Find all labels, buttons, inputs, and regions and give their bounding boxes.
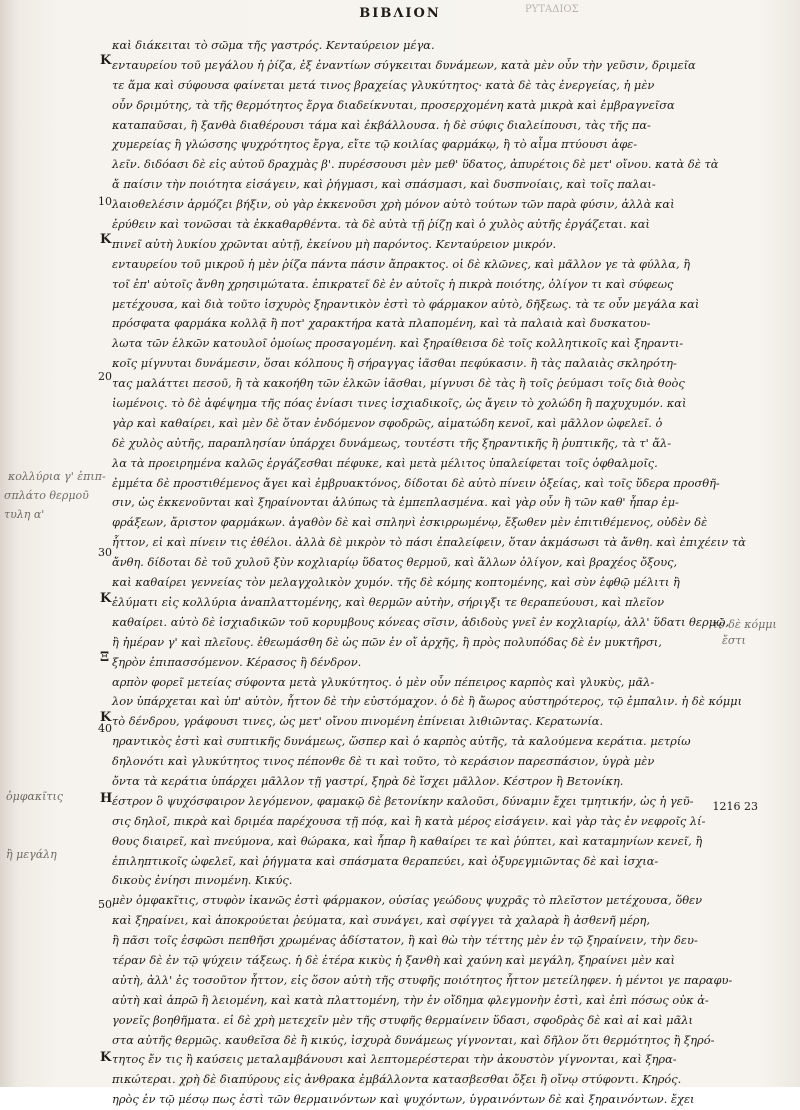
text-line: τας μαλάττει πεσοῦ, ἢ τὰ κακοήθη τῶν ἑλκῶν ἰᾶσθαι, μίγνυσι δὲ τὰς ἢ τοῖς ῥεύμασι τοῖς διὰ θοὸς — [112, 376, 685, 391]
text-line: δὲ χυλὸς αὐτῆς, παραπλησίαν ὑπάρχει δυνάμεως, τουτέστι τῆς ξηραντικῆς ἢ ῥυπτικῆς, τὰ τ' ἄλ- — [112, 435, 672, 450]
text-line: γονεῖς βοηθῆματα. εἰ δὲ χρὴ μετεχεῖν μὲν τῆς στυφῆς θερμαίνειν ὕδασι, σφοδρὰς δὲ καὶ αἱ καὶ μᾶλι — [112, 1012, 693, 1027]
text-line: λον ὑπάρχεται καὶ ὑπ' αὐτὸν, ἧττον δὲ τὴν εὐστόμαχον. ὁ δὲ ἢ ἄωρος αὐστηρότερος, τῷ ἐμπαλιν. ἡ δὲ κόμμι — [112, 694, 743, 709]
text-line: αὐτὴ, ἀλλ' ἐς τοσοῦτον ἧττον, εἰς ὅσον αὐτὴ τῆς στυφῆς ποιότητος ἧττον μετείληφεν. ἡ μέντοι γε παραφυ- — [112, 972, 733, 987]
text-line: ἐρύθειν καὶ τονῶσαι τὰ ἐκκαθαρθέντα. τὰ δὲ αὐτὰ τῇ ῥίζῃ καὶ ὁ χυλὸς αὐτῆς ἐργάζεται. καὶ — [112, 217, 650, 232]
initial-letter: Κ — [100, 53, 112, 68]
text-line: πινεῖ αὐτὴ λυκίου χρῶνται αὐτῇ, ἐκείνου μὴ παρόντος. Κενταύρειον μικρόν. — [112, 236, 557, 251]
bleed-through-header: ΡΥΤΑΔΙΟΣ — [525, 4, 579, 15]
margin-note: ὀμφακῖτις — [6, 790, 63, 803]
text-line: θους διαιρεῖ, καὶ πνεύμονα, καὶ θώρακα, καὶ ἧπαρ ἢ καθαίρει τε καὶ ῥύπτει, καὶ καταμηνίων κενεῖ, ἢ — [112, 833, 703, 848]
text-line: ἧττον, εἰ καὶ πίνειν τις ἐθέλοι. ἀλλὰ δὲ μικρὸν τὸ πάσι ἐπαλείφειν, ὅταν ἀκμάσωσι τὰ ἄνθη. καὶ ἐπιχέειν τὰ — [112, 535, 746, 550]
text-line: ἄνθη. δίδοται δὲ τοῦ χυλοῦ ξὺν κοχλιαρίῳ ὕδατος θερμοῦ, καὶ ἄλλων ὀλίγον, καὶ βραχέος ὄξους, — [112, 555, 678, 570]
text-line: ηραντικὸς ἐστὶ καὶ συπτικῆς δυνάμεως, ὥσπερ καὶ ὁ καρπὸς αὐτῆς, τὰ καλούμενα κεράτια. μετρίω — [112, 734, 691, 749]
text-line: καθαίρει. αὐτὸ δὲ ἰσχιαδικῶν τοῦ κορυμβους κόνεας σῖσιν, ἀδιδοὺς γνεῖ ἐν κοχλιαρίῳ, ἀλλ' ὕδατι θερμῷ, — [112, 614, 730, 629]
text-line: λωτα τῶν ἑλκῶν κατουλοῖ ὁμοίως προσαγομένη. καὶ ξηραίθεισα δὲ τοῖς κολλητικοῖς καὶ ξηραντι- — [112, 336, 684, 351]
text-line: καὶ ξηραίνει, καὶ ἀποκρούεται ῥεύματα, καὶ συνάγει, καὶ σφίγγει τὰ χαλαρὰ ἢ ἀσθενῆ μέρη, — [112, 913, 650, 928]
text-line: χυμερείας ἢ γλώσσης ψυχρότητος ἔργα, εἴτε τῷ κοιλίας φαρμάκῳ, ἢ τὸ αἷμα πτύουσι ἀφε- — [112, 137, 638, 152]
line-number: 20 — [98, 370, 112, 383]
text-line: τε ἅμα καὶ σύφουσα φαίνεται μετά τινος βραχείας γλυκύτητος· κατὰ δὲ τὰς ἐνεργείας, ἡ μὲν — [112, 77, 655, 92]
text-line: καὶ καθαίρει γεννείας τὸν μελαγχολικὸν χυμόν. τῆς δὲ κόμης κοπτομένης, καὶ σὺν ἑφθῷ μέλιτι ἢ — [112, 575, 680, 590]
text-line: τοῖ ἐπ' αὐτοῖς ἄνθη χρησιμώτατα. ἐπικρατεῖ δὲ ἐν αὐτοῖς ἡ πικρὰ ποιότης, ὀλίγον τι καὶ σύφεως — [112, 276, 674, 291]
text-line: τέραν δὲ ἐν τῷ ψύχειν τάξεως. ἡ δὲ ἑτέρα κικὺς ἡ ξανθὴ καὶ χαύνη καὶ μεγάλη, ξηραίνει μὲν καὶ — [112, 952, 675, 967]
initial-letter: Ξ — [100, 650, 110, 665]
text-line: τὸ δένδρου, γράφουσι τινες, ὡς μετ' οἴνου πινομένη ἐπίνειαι λιθιῶντας. Κερατωνία. — [112, 714, 604, 729]
text-line: λεῖν. διδόασι δὲ εἰς αὐτοῦ δραχμὰς β'. πυρέσσουσι μὲν μεθ' ὕδατος, ἀπυρέτοις δὲ μετ' οἴνου. κατὰ δὲ τὰ — [112, 157, 719, 172]
margin-note: τὸ δὲ κόμμι — [712, 618, 777, 631]
text-line: λαιοθελέσιν ἁρμόζει βήξιν, οὐ γὰρ ἐκκενοῦσι χρὴ μόνον αὐτὸ τούτων τῶν παρὰ φύσιν, ἀλλὰ καὶ — [112, 197, 675, 212]
text-line: έστρον ὃ ψυχόσφαιρον λεγόμενον, φαμακῷ δὲ βετονίκην καλοῦσι, δύναμιν ἔχει τμητικήν, ὡς ἡ γεῦ- — [112, 793, 694, 808]
running-header: ΒΙΒΛΙΟΝ — [359, 6, 441, 21]
text-line: οὖν δριμύτης, τὰ τῆς θερμότητος ἔργα διαδείκνυται, προσερχομένη κατὰ μικρὰ καὶ ἐμβραγνεῖσα — [112, 97, 675, 112]
margin-note: ἔστι — [722, 634, 746, 647]
text-line: ηρὸς ἐν τῷ μέσῳ πως ἐστὶ τῶν θερμαινόντων καὶ ψυχόντων, ὑγραινόντων δὲ καὶ ξηραινόντων. ἔχει — [112, 1092, 695, 1107]
text-line: ἐλύματι εἰς κολλύρια ἀναπλαττομένης, καὶ θερμῶν αὐτὴν, σήριγξι τε θεραπεύουσι, καὶ πλεῖον — [112, 594, 665, 609]
initial-letter: Κ — [100, 1050, 112, 1065]
text-line: ἢ πᾶσι τοῖς ἐσφῶσι πεπθῆσι χρωμένας ἀδίστατον, ἢ καὶ θὼ τὴν τέττης μὲν ἐν τῷ ξηραίνειν, τὴν δευ- — [112, 933, 698, 948]
initial-letter: Η — [100, 791, 113, 806]
line-number: 10 — [98, 195, 112, 208]
initial-letter: Κ — [100, 591, 112, 606]
text-line: ενταυρείου τοῦ μεγάλου ἡ ῥίζα, ἐξ ἐναντίων σύγκειται δυνάμεων, κατὰ μὲν οὖν τὴν γεῦσιν, δριμεῖα — [112, 57, 696, 72]
initial-letter: Κ — [100, 710, 112, 725]
text-line: ἐμμέτα δὲ προστιθέμενος ἄγει καὶ ἐμβρυακτόνος, δίδοται δὲ αὐτὸ πίνειν ὀξείας, καὶ τοῖς ὕδερα προσθῆ- — [112, 475, 720, 490]
line-number: 40 — [98, 722, 112, 735]
initial-letter: Κ — [100, 232, 112, 247]
text-line: μὲν ὀμφακῖτις, στυφὸν ἱκανῶς ἐστὶ φάρμακον, οὐσίας γεώδους ψυχρᾶς τὸ πλεῖστον μετέχουσα, ὅθεν — [112, 893, 703, 908]
text-line: ἐπιληπτικοῖς ὠφελεῖ, καὶ ῥήγματα καὶ σπάσματα θεραπεύει, καὶ ὀξυρεγμιῶντας δὲ καὶ ἰσχια- — [112, 853, 659, 868]
text-line: λα τὰ προειρημένα καλῶς ἐργάζεσθαι πέφυκε, καὶ μετὰ μέλιτος ὑπαλείφεται τοῖς ὀφθαλμοῖς. — [112, 455, 658, 470]
text-line: καὶ διάκειται τὸ σῶμα τῆς γαστρός. Κενταύρειον μέγα. — [112, 38, 435, 52]
text-line: ἄ παίσιν τὴν ποιότητα εἰσάγειν, καὶ ῥήγμασι, καὶ σπάσμασι, καὶ δυσπνοίαις, καὶ τοῖς παλαι- — [112, 177, 656, 192]
text-line: ενταυρείου τοῦ μικροῦ ἡ μὲν ῥίζα πάντα πάσιν ἄπρακτος. οἱ δὲ κλῶνες, καὶ μᾶλλον γε τὰ φύλλα, ἢ — [112, 256, 691, 271]
text-line: σις δηλοῖ, πικρὰ καὶ δριμέα παρέχουσα τῇ πόᾳ, καὶ ἢ κατὰ μέρος εἰσάγειν. καὶ γὰρ τὰς ἐν νεφροῖς λί- — [112, 813, 706, 828]
text-line: δηλονότι καὶ γλυκύτητος τινος πέπονθε δὲ τι καὶ τοῦτο, τὸ κεράσιον παρεσπάσιον, ὑγρὰ μὲν — [112, 754, 655, 769]
text-line: μετέχουσα, καὶ διὰ τοῦτο ἰσχυρὸς ξηραντικὸν ἐστὶ τὸ φάρμακον αὐτὸ, δῆξεως. τὰ τε οὖν μεγάλα καὶ — [112, 296, 700, 311]
text-line: ἰωμένοις. τὸ δὲ ἀφέψημα τῆς πόας ἐνίασι τινες ἰσχιαδικοῖς, ὡς ἄγειν τὸ χολώδη ἢ παχυχυμόν. καὶ — [112, 396, 687, 411]
line-number: 30 — [98, 546, 112, 559]
text-line: ἢ ἡμέραν γ' καὶ πλεῖους. ἐθεωμάσθη δὲ ὡς πῶν ἐν οἴ ἀρχῆς, ἢ πρὸς πολυπόδας δὲ ἐν μυκτῆρσι, — [112, 634, 662, 649]
margin-note: κολλύρια γ' ἐπιπ- — [8, 470, 106, 483]
margin-note: ἢ μεγάλη — [6, 848, 57, 861]
text-line: κοῖς μίγνυται δυνάμεσιν, ὅσαι κόλπους ἢ σήραγγας ἰᾶσθαι πεφύκασιν. ἢ τὰς παλαιὰς σκληρότη- — [112, 356, 677, 371]
line-number: 50 — [98, 898, 112, 911]
text-line: τητος ἔν τις ἢ καύσεις μεταλαμβάνουσι καὶ λεπτομερέστεραι τὴν ἀκουστὸν γίγνονται, καὶ ξηρα- — [112, 1052, 677, 1067]
text-line: αρπὸν φορεῖ μετείας σύφοντα μετὰ γλυκύτητος. ὁ μὲν οὖν πέπειρος καρπὸς καὶ γλυκὺς, μᾶλ- — [112, 674, 655, 689]
text-line: πικώτεραι. χρὴ δὲ διαπύρους εἰς ἀνθρακα ἐμβάλλοντα κατασβεσθαι ὄξει ἢ οἴνῳ στύφοντι. Κηρός. — [112, 1072, 682, 1087]
text-line: ξηρὸν ἐπιπασσόμενον. Κέρασος ἢ δένδρον. — [112, 654, 362, 669]
text-line: φράξεων, ἄριστον φαρμάκων. ἀγαθὸν δὲ καὶ σπληνὶ ἐσκιρρωμένῳ, ἔξωθεν μὲν ἐπιτιθέμενος, οὐδὲν δὲ — [112, 515, 708, 530]
text-line: σιν, ὡς ἐκκενοῦνται καὶ ξηραίνονται ἀλύπως τὰ ἐμπεπλασμένα. καὶ γὰρ οὖν ἢ τῶν καθ' ἧπαρ ἐμ- — [112, 495, 679, 510]
margin-note: τυλη α' — [4, 508, 45, 521]
page-number: 1216 23 — [712, 800, 758, 813]
text-line: ὄντα τὰ κεράτια ὑπάρχει μᾶλλον τῇ γαστρί, ξηρὰ δὲ ἴσχει μᾶλλον. Κέστρον ἢ Βετονίκη. — [112, 773, 624, 788]
text-line: γὰρ καὶ καθαίρει, καὶ μὲν δὲ ὅταν ἐνδόμενον σφοδρῶς, αἱματώδη κενοῖ, καὶ μᾶλλον ὠφελεῖ. ὁ — [112, 415, 663, 430]
text-line: στα αὐτῆς θερμῶς. καυθεῖσα δὲ ἢ κικύς, ἰσχυρὰ δυνάμεως γίγνονται, καὶ δῆλον ὅτι θερμότητος ἢ ξηρό- — [112, 1032, 715, 1047]
margin-note: σπλάτο θερμοῦ — [4, 489, 89, 502]
text-line: αὐτὴ καὶ ἀπρῶ ἢ λειομένη, καὶ κατὰ πλαττομένη, τὴν ἐν οἴδημα φλεγμονὴν ἐστὶ, καὶ ἐπὶ πόσως οὐκ ἀ- — [112, 992, 709, 1007]
text-line: καταπαῦσαι, ἣ ξανθὰ διαθέρουσι τάμα καὶ ἐκβάλλουσα. ἡ δὲ σύφις διαλείπουσι, τὰς τῆς πα- — [112, 117, 651, 132]
text-line: δικοὺς ἐνίησι πινομένη. Κικύς. — [112, 873, 293, 888]
text-line: πρόσφατα φαρμάκα κολλᾷ ἢ ποτ' χαρακτήρα κατὰ πλαπομένη, καὶ τὰ παλαιὰ καὶ δυσκατου- — [112, 316, 651, 331]
